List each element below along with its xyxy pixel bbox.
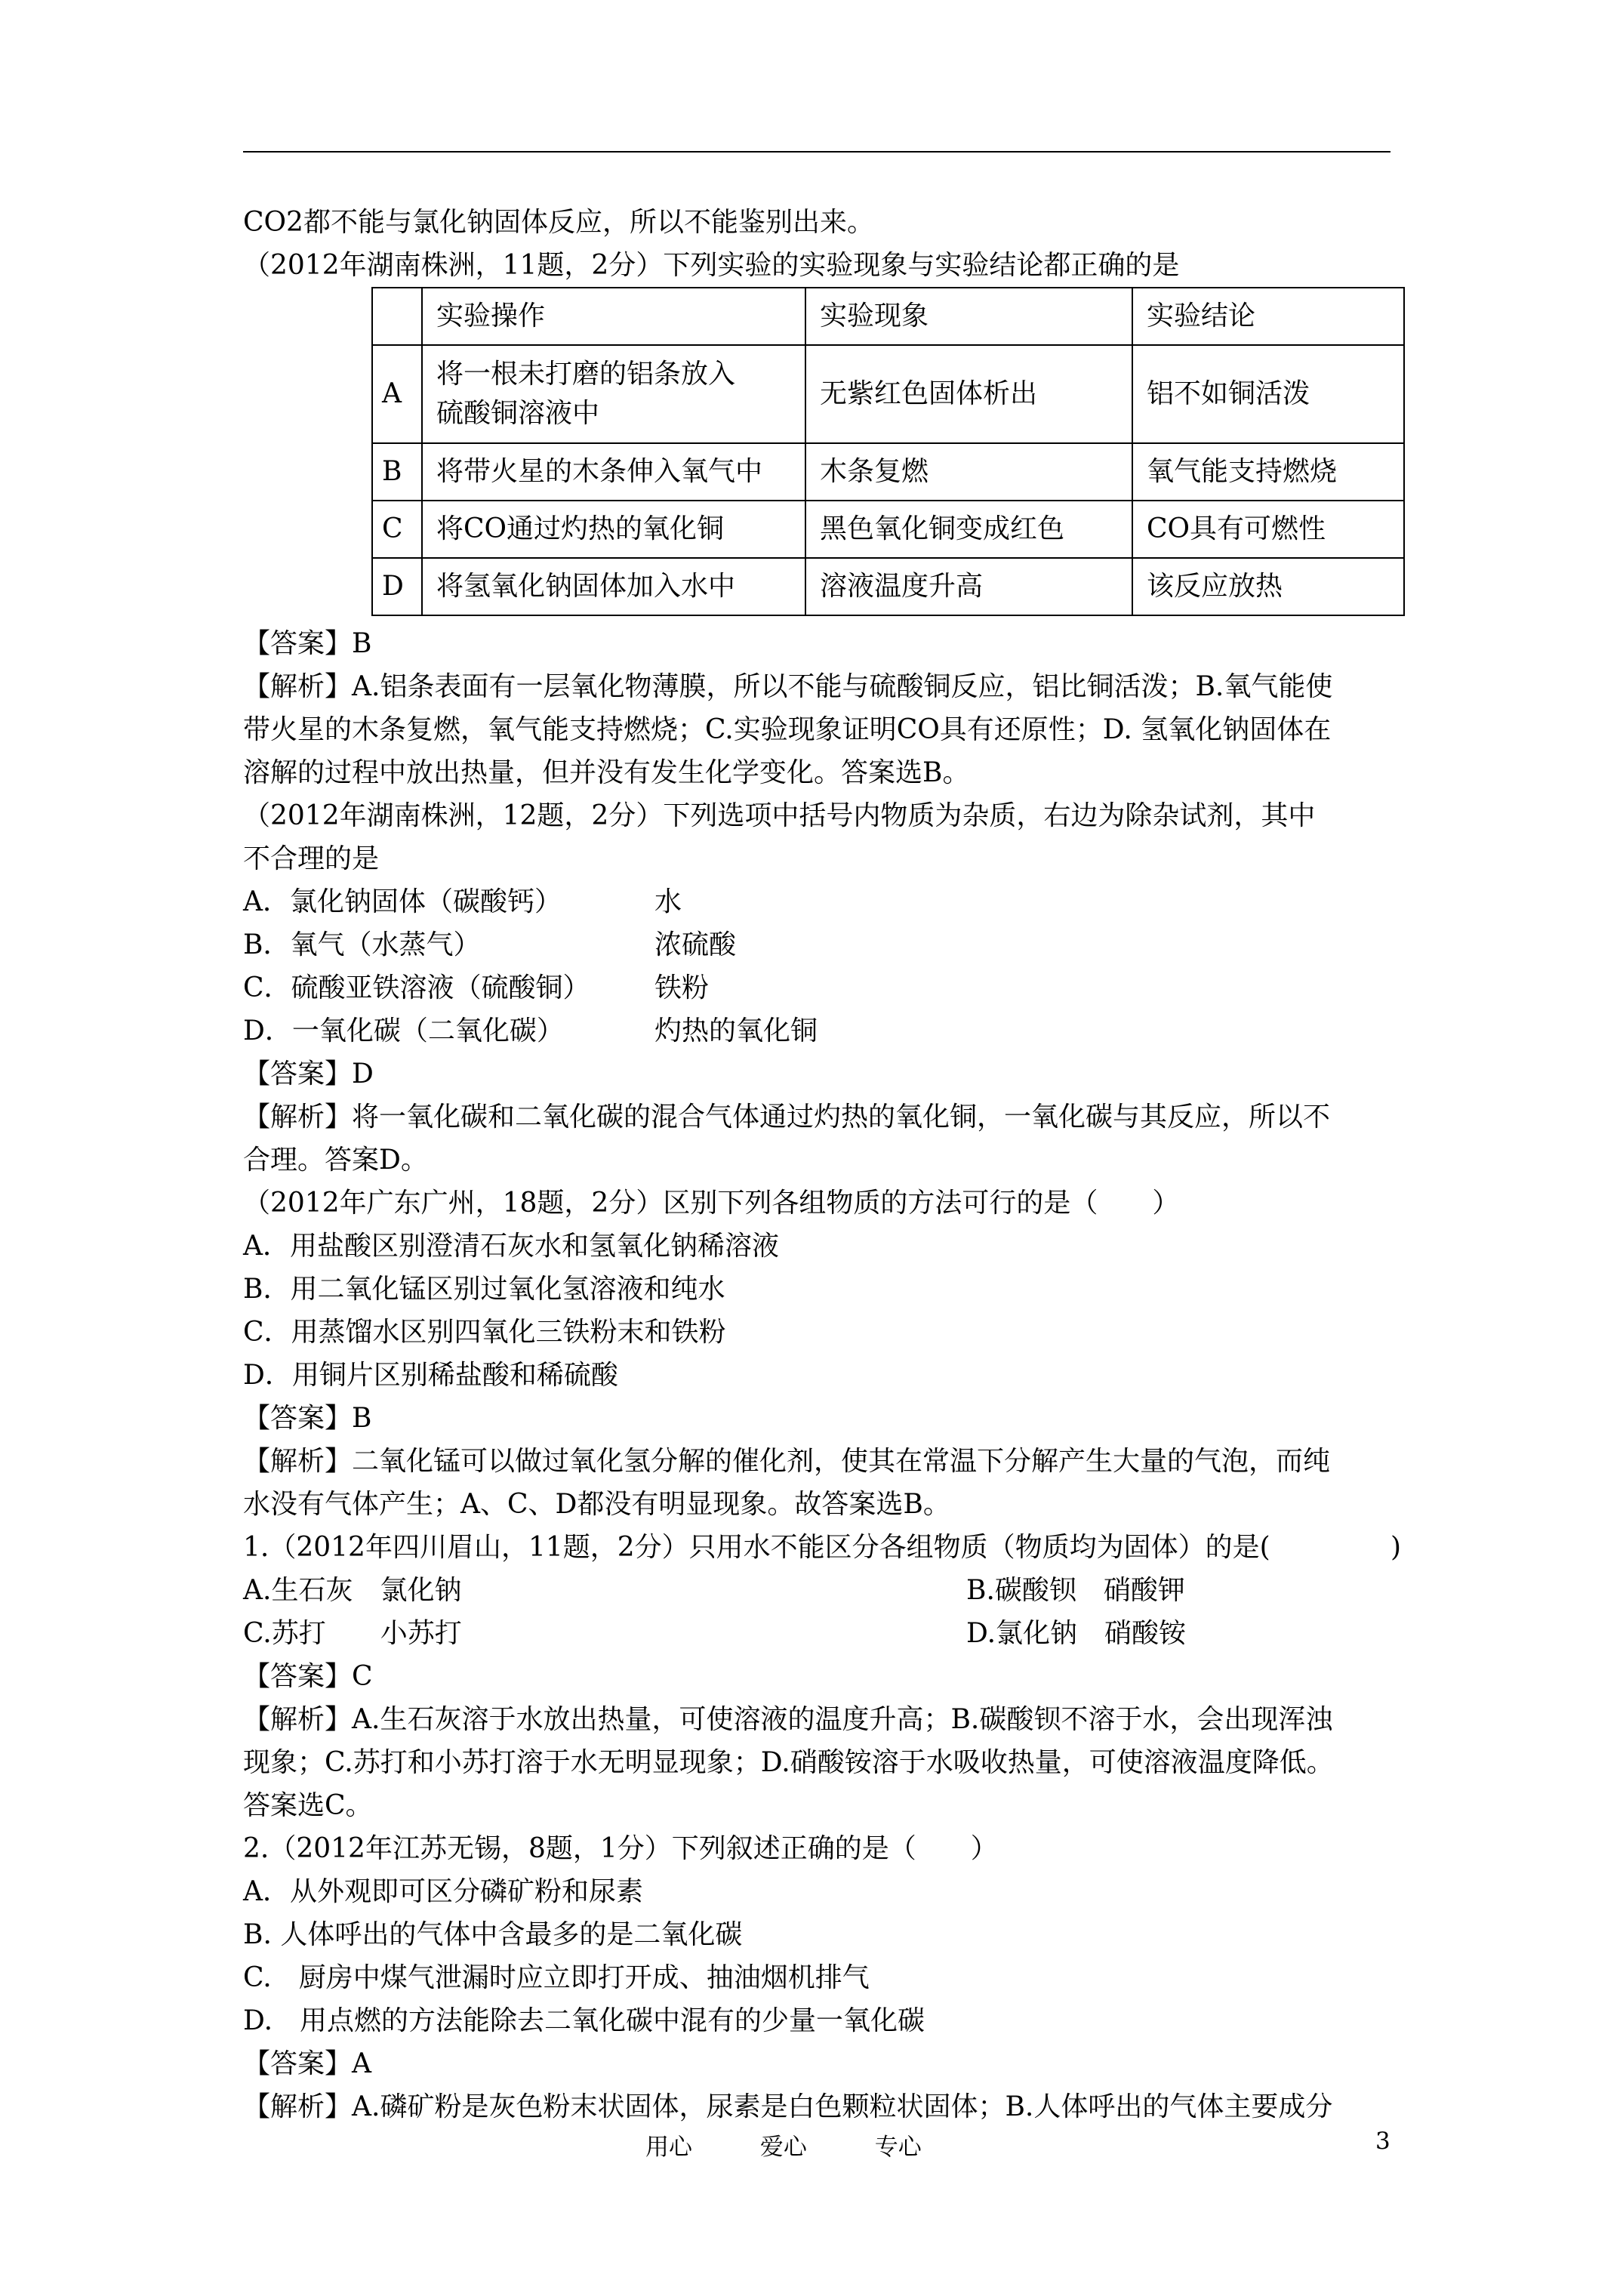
option-item: D．一氧化碳（二氧化碳） (243, 1015, 564, 1046)
operation-cell (422, 345, 805, 443)
q2-analysis-line: 【解析】将一氧化碳和二氧化碳的混合气体通过灼热的氧化铜，一氧化碳与其反应，所以不 (243, 1102, 1331, 1133)
table-header-cell: 实验结论 (1132, 288, 1404, 345)
q3-option: A．用盐酸区别澄清石灰水和氢氧化钠稀溶液 (243, 1231, 779, 1262)
option-item: A．氯化钠固体（碳酸钙） (243, 886, 562, 917)
table-row (372, 345, 1404, 443)
table-header-cell: 实验操作 (422, 288, 805, 345)
operation-line: 硫酸铜溶液中 (436, 398, 600, 429)
q3-stem: （2012年广东广州，18题，2分）区别下列各组物质的方法可行的是（ ） (243, 1188, 1180, 1219)
operation-cell: 将CO通过灼热的氧化铜 (422, 501, 805, 558)
option-item: B．氧气（水蒸气） (243, 929, 481, 960)
option-reagent: 灼热的氧化铜 (654, 1015, 818, 1046)
q4-options-row (243, 1612, 1412, 1655)
table-header-cell: 实验现象 (805, 288, 1132, 345)
q3-analysis-line: 水没有气体产生；A、C、D都没有明显现象。故答案选B。 (243, 1489, 950, 1520)
q2-option (243, 966, 1412, 1009)
phenomenon-cell: 木条复燃 (805, 443, 1132, 501)
row-label: A (372, 345, 422, 443)
q4-stem (243, 1526, 1412, 1569)
q5-analysis-line: 【解析】A.磷矿粉是灰色粉末状固体，尿素是白色颗粒状固体；B.人体呼出的气体主要成分 (243, 2091, 1333, 2122)
conclusion-cell: CO具有可燃性 (1132, 501, 1404, 558)
footer-word: 爱心 (759, 2134, 807, 2161)
option-reagent: 铁粉 (654, 972, 710, 1003)
intro-line: CO2都不能与氯化钠固体反应，所以不能鉴别出来。 (243, 207, 874, 238)
operation-cell: 将带火星的木条伸入氧气中 (422, 443, 805, 501)
q1-analysis-line: 溶解的过程中放出热量，但并没有发生化学变化。答案选B。 (243, 757, 970, 788)
experiment-table (371, 287, 1405, 616)
q5-stem: 2.（2012年江苏无锡，8题，1分）下列叙述正确的是（ ） (243, 1833, 998, 1864)
row-label: D (372, 558, 422, 615)
conclusion-cell: 铝不如铜活泼 (1132, 345, 1404, 443)
table-header-cell (372, 288, 422, 345)
table-row (372, 558, 1404, 615)
option-item: B.碳酸钡 硝酸钾 (966, 1575, 1185, 1606)
row-label: B (372, 443, 422, 501)
operation-cell: 将氢氧化钠固体加入水中 (422, 558, 805, 615)
table-row (372, 443, 1404, 501)
q4-analysis-line: 答案选C。 (243, 1790, 373, 1821)
q4-analysis-line: 【解析】A.生石灰溶于水放出热量，可使溶液的温度升高；B.碳酸钡不溶于水，会出现浑浊 (243, 1704, 1333, 1735)
phenomenon-cell: 黑色氧化铜变成红色 (805, 501, 1132, 558)
conclusion-cell: 氧气能支持燃烧 (1132, 443, 1404, 501)
option-reagent: 浓硫酸 (654, 929, 737, 960)
q2-option (243, 1009, 1412, 1052)
q5-option: A．从外观即可区分磷矿粉和尿素 (243, 1876, 643, 1907)
q5-answer: 【答案】A (243, 2048, 371, 2079)
q1-analysis-line: 【解析】A.铝条表面有一层氧化物薄膜，所以不能与硫酸铜反应，铝比铜活泼；B.氧气能使 (243, 671, 1333, 702)
q2-stem-line: 不合理的是 (243, 843, 380, 874)
q1-answer: 【答案】B (243, 628, 372, 659)
q1-stem: （2012年湖南株洲，11题，2分）下列实验的实验现象与实验结论都正确的是 (243, 250, 1180, 281)
option-item: C.苏打 小苏打 (243, 1618, 462, 1649)
option-item: D.氯化钠 硝酸铵 (966, 1618, 1187, 1649)
q3-answer: 【答案】B (243, 1403, 372, 1434)
q2-option (243, 923, 1412, 966)
q3-option: D．用铜片区别稀盐酸和稀硫酸 (243, 1360, 618, 1391)
q4-analysis-line: 现象；C.苏打和小苏打溶于水无明显现象；D.硝酸铵溶于水吸收热量，可使溶液温度降低。 (243, 1747, 1334, 1778)
q4-options-row (243, 1569, 1412, 1612)
phenomenon-cell: 溶液温度升高 (805, 558, 1132, 615)
option-reagent: 水 (654, 886, 682, 917)
page-number: 3 (1375, 2128, 1390, 2155)
q5-option: D. 用点燃的方法能除去二氧化碳中混有的少量一氧化碳 (243, 2005, 925, 2036)
q2-stem-line: （2012年湖南株洲，12题，2分）下列选项中括号内物质为杂质，右边为除杂试剂，其中 (243, 800, 1316, 831)
q1-analysis-line: 带火星的木条复燃，氧气能支持燃烧；C.实验现象证明CO具有还原性；D. 氢氧化钠固体在 (243, 714, 1332, 745)
phenomenon-cell: 无紫红色固体析出 (805, 345, 1132, 443)
row-label: C (372, 501, 422, 558)
q2-analysis-line: 合理。答案D。 (243, 1145, 428, 1176)
q3-analysis-line: 【解析】二氧化锰可以做过氧化氢分解的催化剂，使其在常温下分解产生大量的气泡，而纯 (243, 1446, 1331, 1477)
operation-line: 将一根未打磨的铝条放入 (436, 359, 736, 390)
conclusion-cell: 该反应放热 (1132, 558, 1404, 615)
q2-answer: 【答案】D (243, 1059, 374, 1089)
option-item: A.生石灰 氯化钠 (243, 1575, 462, 1606)
q4-stem-close: ) (1390, 1532, 1402, 1563)
q4-stem-text: 1.（2012年四川眉山，11题，2分）只用水不能区分各组物质（物质均为固体）的是( (243, 1532, 1270, 1563)
table-header-row (372, 288, 1404, 345)
footer-word: 专心 (874, 2134, 922, 2161)
q3-option: C．用蒸馏水区别四氧化三铁粉末和铁粉 (243, 1317, 726, 1348)
table-row (372, 501, 1404, 558)
q5-option: C. 厨房中煤气泄漏时应立即打开成、抽油烟机排气 (243, 1962, 870, 1993)
page-content (243, 201, 1412, 2128)
q3-option: B．用二氧化锰区别过氧化氢溶液和纯水 (243, 1274, 725, 1305)
footer-word: 用心 (645, 2134, 692, 2161)
footer-caption (645, 2128, 982, 2162)
q4-answer: 【答案】C (243, 1661, 373, 1692)
header-rule (243, 151, 1390, 153)
q2-option (243, 880, 1412, 923)
q5-option: B. 人体呼出的气体中含最多的是二氧化碳 (243, 1919, 743, 1950)
option-item: C．硫酸亚铁溶液（硫酸铜） (243, 972, 590, 1003)
